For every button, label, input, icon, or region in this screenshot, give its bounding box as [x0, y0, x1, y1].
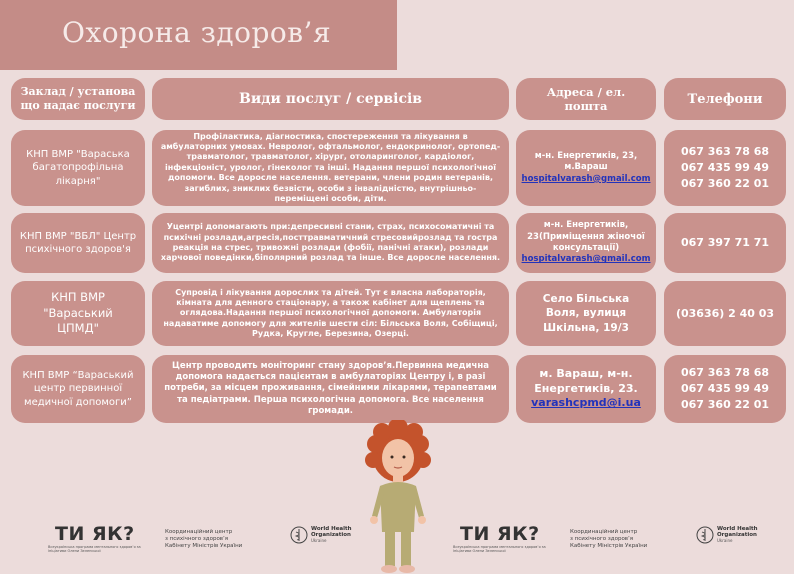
- row4-phones: [664, 355, 786, 423]
- row3-address: Село Більська Воля, вулиця Шкільна, 19/3: [516, 281, 656, 346]
- row4-institution: КНП ВМР “Вараський центр первинної медичної допомоги”: [11, 355, 145, 423]
- row2-address: м-н. Енергетиків, 23(Приміщення жіночої консультації) hospitalvarash@gmail.com: [516, 213, 656, 273]
- phone-number: 067 360 22 01: [680, 397, 770, 411]
- phone-number: 067 435 99 49: [680, 161, 770, 175]
- coordination-center-text: Координаційний центр з психічного здоров’я Кабінету Міністрів України: [165, 529, 243, 550]
- header-address: Адреса / ел. пошта: [516, 78, 656, 120]
- row3-phones: [664, 281, 786, 346]
- row4-address: м. Вараш, м-н. Енергетиків, 23. varashcpmd@i.ua: [516, 355, 656, 423]
- coordination-center-text: Координаційний центр з психічного здоров’я Кабінету Міністрів України: [570, 529, 648, 550]
- header-services: Види послуг / сервісів: [152, 78, 509, 120]
- row1-email-link[interactable]: hospitalvarash@gmail.com: [521, 173, 651, 184]
- phone-number: 067 360 22 01: [680, 176, 770, 190]
- who-emblem-icon: [696, 526, 714, 544]
- tyaky-logo: ТИ ЯК?: [55, 523, 135, 545]
- page-title: Охорона здоров’я: [62, 16, 332, 49]
- row4-services: Центр проводить моніторинг стану здоров’я.Первинна медична допомога надається пацієнтам в амбулаторіях Центру і, в разі потреби, за місцем проживання, сімейними лікарями, терапевтами та педіатрами. Перша психологічна допомога. Все населення громади.: [152, 355, 509, 423]
- row1-address: м-н. Енергетиків, 23, м.Вараш hospitalvarash@gmail.com: [516, 130, 656, 206]
- row3-institution: КНП ВМР "Вараський ЦПМД": [11, 281, 145, 346]
- row2-institution: КНП ВМР "ВБЛ" Центр психічного здоров'я: [11, 213, 145, 273]
- header-institution: Заклад / установа що надає послуги: [11, 78, 145, 120]
- header-phones: Телефони: [664, 78, 786, 120]
- phone-number: 067 363 78 68: [680, 145, 770, 159]
- row3-services: Супровід і лікування дорослих та дітей. Тут є власна лабораторія, кімната для денного стаціонару, а також кабінет для щеплень та оглядова.Надання першої психологічної допомоги. Амбулаторія надаватиме допомогу для жителів шести сіл: Більська Воля, Собіщиці, Рудка, Кругле, Березина, Озерці.: [152, 281, 509, 346]
- row2-email-link[interactable]: hospitalvarash@gmail.com: [521, 254, 651, 265]
- tyaky-logo: ТИ ЯК?: [460, 523, 540, 545]
- who-logo: World Health Organization Ukraine: [290, 526, 352, 544]
- phone-number: 067 435 99 49: [680, 382, 770, 396]
- girl-illustration: [358, 420, 438, 574]
- phone-number: 067 363 78 68: [680, 366, 770, 380]
- title-banner: [0, 0, 397, 70]
- tyaky-subtitle: Всеукраїнська програма ментального здоров’я за ініціативи Олени Зеленської: [453, 545, 546, 554]
- phone-number: 067 397 71 71: [680, 236, 770, 250]
- row4-email-link[interactable]: varashcpmd@i.ua: [531, 396, 641, 410]
- who-logo: World Health Organization Ukraine: [696, 526, 758, 544]
- row1-phones: [664, 130, 786, 206]
- row2-services: Уцентрі допомагають при:депресивні стани, страх, психосоматичні та психічні розлади,агресія,посттравматичний стресовийрозлад та гостра реакція на стрес, тривожні розлади (фобії, панічні атаки), розлади харчової поведінки,біполярний розлад та інше. Все доросле населення.: [152, 213, 509, 273]
- phone-number: (03636) 2 40 03: [675, 306, 775, 320]
- row1-institution: КНП ВМР "Вараська багатопрофільна лікарня": [11, 130, 145, 206]
- tyaky-subtitle: Всеукраїнська програма ментального здоров’я за ініціативи Олени Зеленської: [48, 545, 141, 554]
- row2-phones: [664, 213, 786, 273]
- row1-services: Профілактика, діагностика, спостереження та лікування в амбулаторних умовах. Невролог, офтальмолог, ендокринолог, ортопед-травматолог, травматолог, хірург, отоларинголог, кардіолог, інфекціоніст, уролог, гінеколог та інші. Надання першої психологічної допомоги. Все доросле населення. ветерани, члени родин ветеранів, загиблих, зниклих безвісти, особи з інвалідністю, внутрішньо-переміщені особи, діти.: [152, 130, 509, 206]
- who-emblem-icon: [290, 526, 308, 544]
